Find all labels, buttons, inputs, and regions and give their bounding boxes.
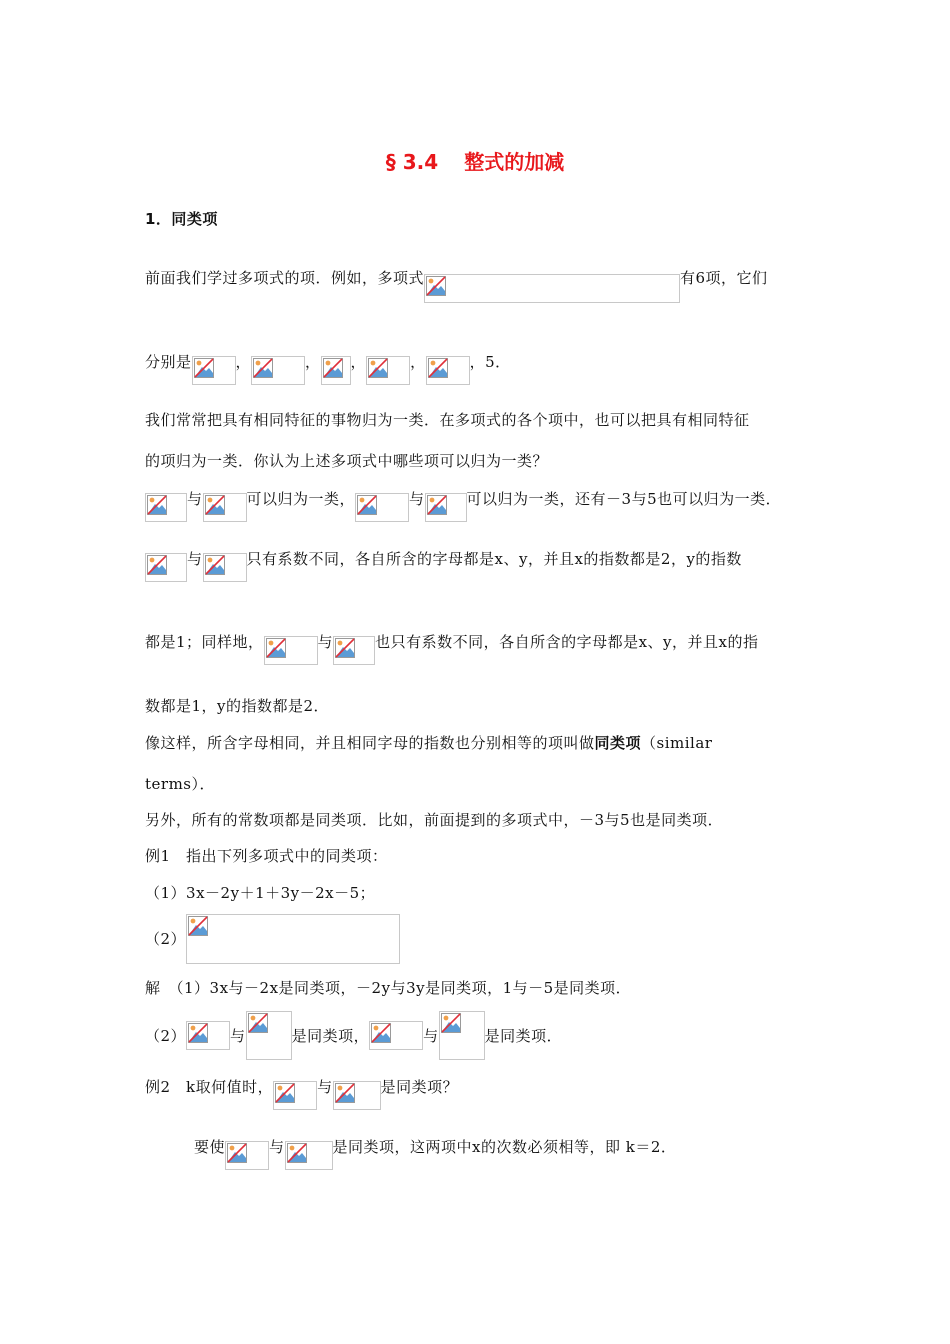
formula-image — [366, 356, 410, 385]
example-1-heading: 例1 指出下列多项式中的同类项： — [145, 847, 388, 865]
solution-1: 解 （1）3x与－2x是同类项，－2y与3y是同类项，1与－5是同类项． — [145, 979, 632, 997]
broken-image-icon — [266, 638, 286, 658]
formula-image — [273, 1081, 317, 1110]
formula-image — [321, 356, 351, 385]
formula-image — [285, 1141, 333, 1170]
paragraph-5: 与 可以归为一类， 与 可以归为一类，还有－3与5也可以归为一类． — [145, 489, 781, 522]
answer-2: 要使 与 是同类项，这两项中x的次数必须相等，即 k＝2． — [194, 1137, 676, 1170]
formula-image — [186, 914, 400, 964]
broken-image-icon — [323, 358, 343, 378]
formula-image — [264, 636, 318, 665]
broken-image-icon — [253, 358, 273, 378]
broken-image-icon — [275, 1083, 295, 1103]
term-highlight: 同类项 — [594, 734, 642, 752]
broken-image-icon — [205, 555, 225, 575]
paragraph-11: 另外，所有的常数项都是同类项．比如，前面提到的多项式中，－3与5也是同类项． — [145, 811, 724, 829]
broken-image-icon — [427, 495, 447, 515]
example-1-part-2: （2） — [145, 929, 400, 964]
paragraph-8: 数都是1，y的指数都是2． — [145, 697, 330, 715]
formula-image — [439, 1011, 485, 1060]
broken-image-icon — [248, 1013, 268, 1033]
formula-image — [424, 274, 680, 303]
solution-2: （2） 与 是同类项， 与 是同类项． — [145, 1026, 562, 1060]
broken-image-icon — [147, 555, 167, 575]
formula-image — [203, 553, 247, 582]
formula-image — [251, 356, 305, 385]
broken-image-icon — [335, 1083, 355, 1103]
title-text: 整式的加减 — [464, 150, 565, 174]
broken-image-icon — [371, 1023, 391, 1043]
formula-image — [246, 1011, 292, 1060]
formula-image — [203, 493, 247, 522]
formula-image — [355, 493, 409, 522]
broken-image-icon — [287, 1143, 307, 1163]
broken-image-icon — [426, 276, 446, 296]
paragraph-2: 分别是 ， ， ， ， ，5． — [145, 352, 511, 385]
example-1-part-1: （1）3x－2y＋1＋3y－2x－5； — [145, 884, 376, 902]
broken-image-icon — [357, 495, 377, 515]
formula-image — [426, 356, 470, 385]
formula-image — [145, 493, 187, 522]
formula-image — [369, 1021, 423, 1050]
broken-image-icon — [188, 1023, 208, 1043]
broken-image-icon — [441, 1013, 461, 1033]
broken-image-icon — [194, 358, 214, 378]
section-heading: 1．同类项 — [145, 210, 218, 228]
broken-image-icon — [335, 638, 355, 658]
example-2: 例2 k取何值时， 与 是同类项？ — [145, 1077, 458, 1110]
formula-image — [333, 1081, 381, 1110]
formula-image — [225, 1141, 269, 1170]
broken-image-icon — [188, 916, 208, 936]
broken-image-icon — [227, 1143, 247, 1163]
broken-image-icon — [428, 358, 448, 378]
broken-image-icon — [147, 495, 167, 515]
formula-image — [425, 493, 467, 522]
paragraph-7: 都是1；同样地， 与 也只有系数不同，各自所含的字母都是x、y，并且x的指 — [145, 632, 758, 665]
paragraph-3: 我们常常把具有相同特征的事物归为一类．在多项式的各个项中，也可以把具有相同特征 — [145, 411, 750, 429]
formula-image — [145, 553, 187, 582]
broken-image-icon — [368, 358, 388, 378]
formula-image — [192, 356, 236, 385]
formula-image — [333, 636, 375, 665]
paragraph-6: 与 只有系数不同，各自所含的字母都是x、y，并且x的指数都是2，y的指数 — [145, 549, 742, 582]
paragraph-4: 的项归为一类．你认为上述多项式中哪些项可以归为一类？ — [145, 452, 549, 470]
broken-image-icon — [205, 495, 225, 515]
section-number: § 3.4 — [385, 150, 439, 174]
page-title — [0, 146, 950, 175]
paragraph-1: 前面我们学过多项式的项．例如，多项式 有6项，它们 — [145, 268, 768, 303]
paragraph-10: terms）． — [145, 775, 215, 793]
formula-image — [186, 1021, 230, 1050]
paragraph-9: 像这样，所含字母相同，并且相同字母的指数也分别相等的项叫做同类项（similar — [145, 734, 713, 752]
